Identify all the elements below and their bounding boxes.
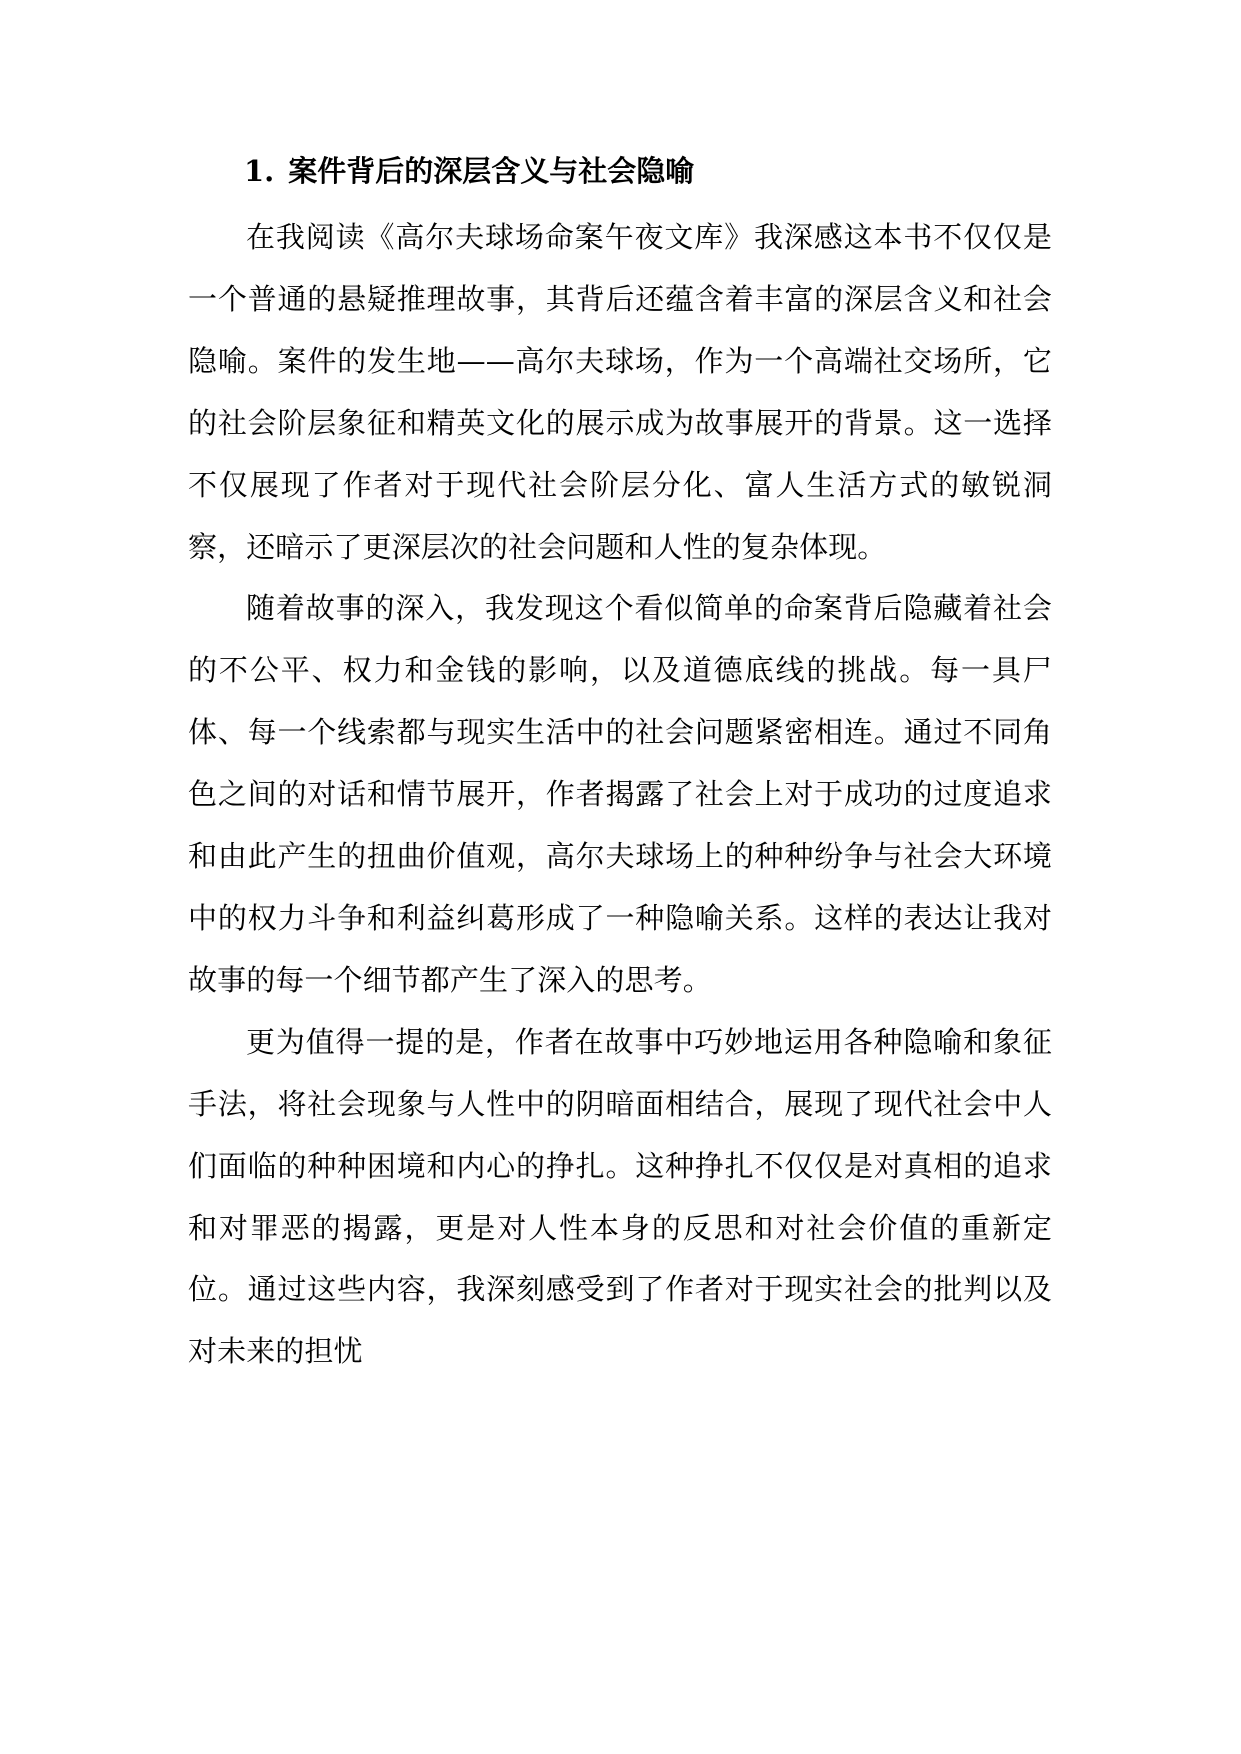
paragraph-2: 随着故事的深入，我发现这个看似简单的命案背后隐藏着社会的不公平、权力和金钱的影响，以及道德底线的挑战。每一具尸体、每一个线索都与现实生活中的社会问题紧密相连。通过不同角色之间的对话和情节展开，作者揭露了社会上对于成功的过度追求和由此产生的扭曲价值观，高尔夫球场上的种种纷争与社会大环境中的权力斗争和利益纠葛形成了一种隐喻关系。这样的表达让我对故事的每一个细节都产生了深入的思考。 xyxy=(188,591,1052,997)
paragraph-3: 更为值得一提的是，作者在故事中巧妙地运用各种隐喻和象征手法，将社会现象与人性中的阴暗面相结合，展现了现代社会中人们面临的种种困境和内心的挣扎。这种挣扎不仅仅是对真相的追求和对罪恶的揭露，更是对人性本身的反思和对社会价值的重新定位。通过这些内容，我深刻感受到了作者对于现实社会的批判以及对未来的担忧 xyxy=(188,1024,1052,1369)
section-heading xyxy=(188,144,1052,198)
section-number: 1. xyxy=(244,154,275,188)
paragraph-1: 在我阅读《高尔夫球场命案午夜文库》我深感这本书不仅仅是一个普通的悬疑推理故事，其背后还蕴含着丰富的深层含义和社会隐喻。案件的发生地——高尔夫球场，作为一个高端社交场所，它的社会阶层象征和精英文化的展示成为故事展开的背景。这一选择不仅展现了作者对于现代社会阶层分化、富人生活方式的敏锐洞察，还暗示了更深层次的社会问题和人性的复杂体现。 xyxy=(188,220,1052,564)
document-body xyxy=(188,144,1052,1383)
section-title: 案件背后的深层含义与社会隐喻 xyxy=(288,154,695,188)
